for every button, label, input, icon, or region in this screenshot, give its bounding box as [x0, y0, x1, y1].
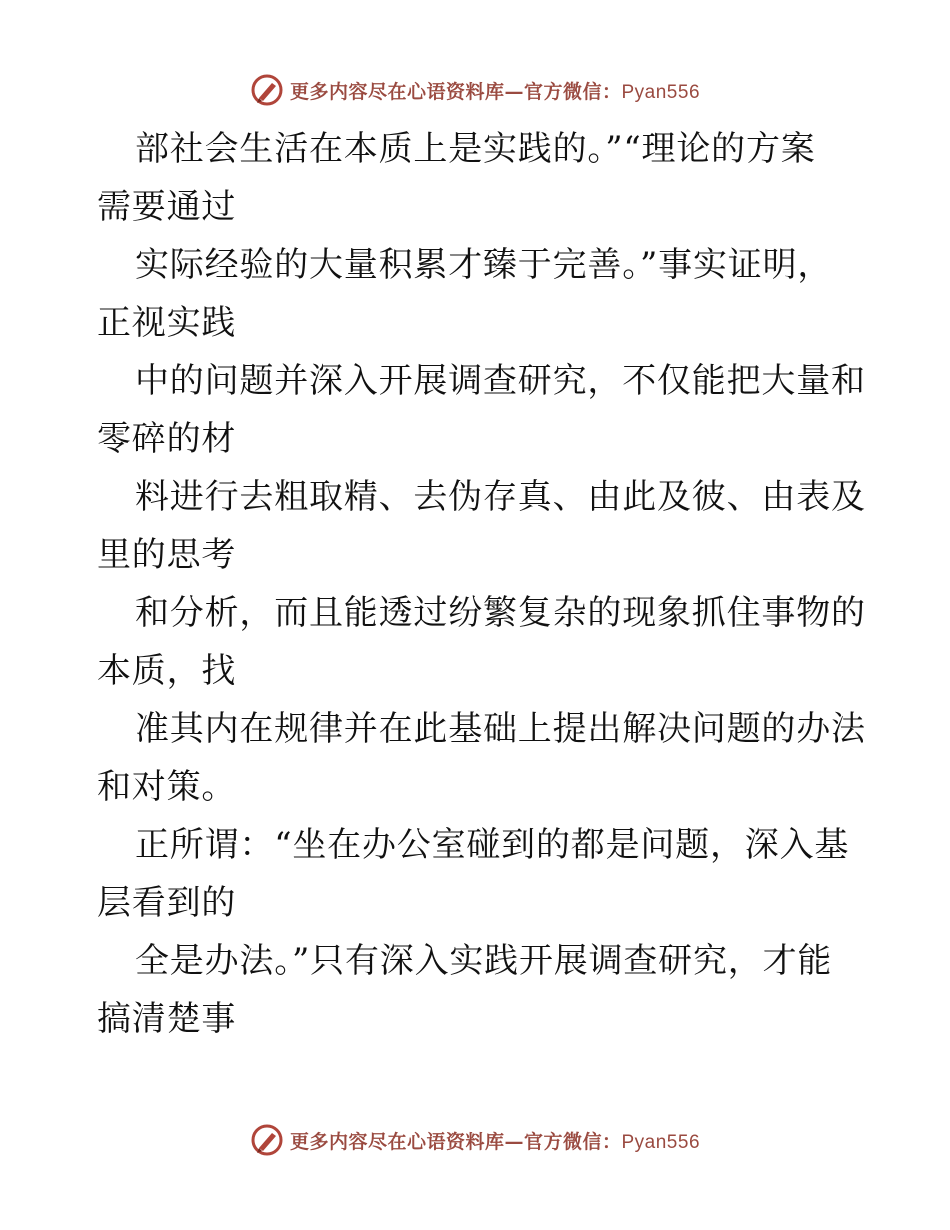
body-line: 正视实践 [97, 303, 237, 343]
body-line: 全是办法。”只有深入实践开展调查研究，才能 [135, 941, 833, 981]
body-line: 实际经验的大量积累才臻于完善。”事实证明， [135, 245, 833, 285]
body-line: 准其内在规律并在此基础上提出解决问题的办法 [135, 709, 866, 749]
body-line: 中的问题并深入开展调查研究，不仅能把大量和 [135, 361, 866, 401]
banner-text: 更多内容尽在心语资料库—官方微信：Pyan556 [289, 80, 701, 103]
body-line: 零碎的材 [97, 419, 237, 459]
body-line: 需要通过 [97, 187, 237, 227]
footer-banner [0, 1122, 950, 1158]
body-line: 里的思考 [97, 535, 237, 575]
pen-logo-icon [250, 73, 284, 107]
body-line: 和对策。 [97, 767, 237, 807]
body-line: 和分析，而且能透过纷繁复杂的现象抓住事物的 [135, 593, 866, 633]
body-line: 层看到的 [97, 883, 237, 923]
banner-text: 更多内容尽在心语资料库—官方微信：Pyan556 [289, 1130, 701, 1153]
pen-logo-icon [250, 1123, 284, 1157]
body-line: 搞清楚事 [97, 999, 237, 1039]
body-line: 料进行去粗取精、去伪存真、由此及彼、由表及 [135, 477, 866, 517]
body-line: 本质，找 [97, 651, 237, 691]
body-line: 部社会生活在本质上是实践的。”“理论的方案 [135, 129, 816, 169]
body-line: 正所谓：“坐在办公室碰到的都是问题，深入基 [135, 825, 850, 865]
document-body [97, 120, 866, 1048]
header-banner [0, 72, 950, 108]
